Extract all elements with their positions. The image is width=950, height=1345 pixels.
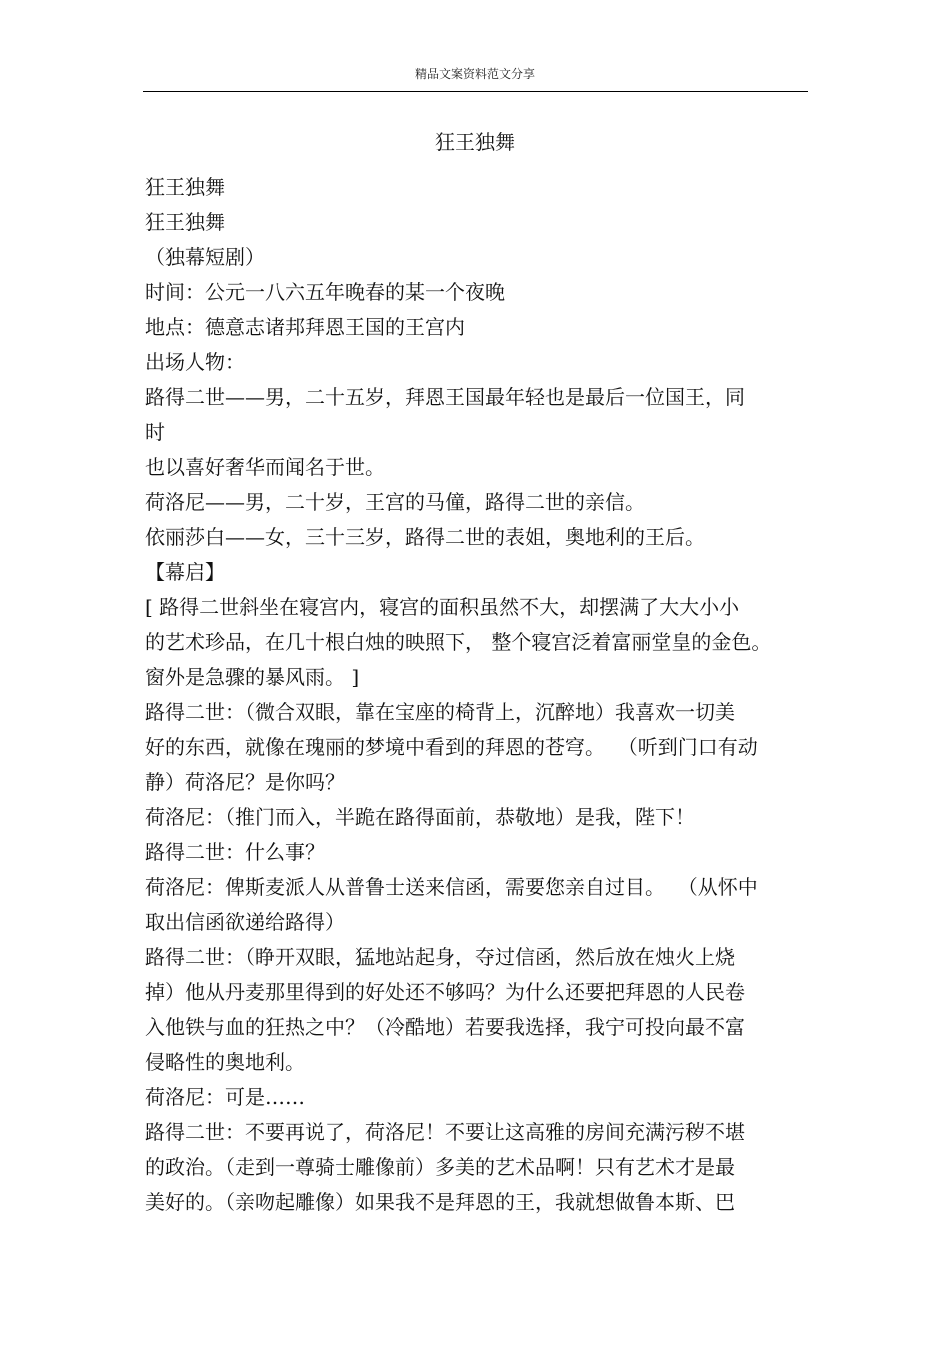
page-header (0, 66, 950, 82)
text-line: 静）荷洛尼？是你吗？ (145, 770, 345, 794)
text-line: 美好的。（亲吻起雕像）如果我不是拜恩的王，我就想做鲁本斯、巴 (145, 1190, 735, 1214)
text-line: 狂王独舞 (145, 175, 225, 199)
text-line: 时 (145, 420, 165, 444)
text-line: 荷洛尼：俾斯麦派人从普鲁士送来信函，需要您亲自过目。 （从怀中 (145, 875, 758, 899)
text-line: 路得二世：不要再说了，荷洛尼！不要让这高雅的房间充满污秽不堪 (145, 1120, 745, 1144)
text-line: 窗外是急骤的暴风雨。 ] (145, 665, 360, 689)
text-line: 出场人物： (145, 350, 245, 374)
text-line: 荷洛尼：可是…… (145, 1085, 305, 1109)
document-title: 狂王独舞 (435, 130, 515, 154)
text-line: 荷洛尼：（推门而入，半跪在路得面前，恭敬地）是我，陛下！ (145, 805, 695, 829)
header-divider (143, 91, 808, 92)
text-line: 路得二世：什么事？ (145, 840, 325, 864)
text-line: 荷洛尼——男，二十岁，王宫的马僮，路得二世的亲信。 (145, 490, 645, 514)
text-line: 取出信函欲递给路得） (145, 910, 345, 934)
text-line: 路得二世：（睁开双眼，猛地站起身，夺过信函，然后放在烛火上烧 (145, 945, 735, 969)
text-line: 狂王独舞 (145, 210, 225, 234)
text-line: 依丽莎白——女，三十三岁，路得二世的表姐，奥地利的王后。 (145, 525, 705, 549)
text-line: （独幕短剧） (145, 245, 265, 269)
text-line: 掉）他从丹麦那里得到的好处还不够吗？为什么还要把拜恩的人民卷 (145, 980, 745, 1004)
text-line: 入他铁与血的狂热之中？（冷酷地）若要我选择，我宁可投向最不富 (145, 1015, 745, 1039)
text-line: 的艺术珍品，在几十根白烛的映照下， 整个寝宫泛着富丽堂皇的金色。 (145, 630, 772, 654)
text-line: 路得二世：（微合双眼，靠在宝座的椅背上，沉醉地）我喜欢一切美 (145, 700, 735, 724)
text-line: 路得二世——男，二十五岁，拜恩王国最年轻也是最后一位国王，同 (145, 385, 745, 409)
text-line: 也以喜好奢华而闻名于世。 (145, 455, 385, 479)
header-text: 精品文案资料范文分享 (414, 67, 535, 81)
text-line: 好的东西，就像在瑰丽的梦境中看到的拜恩的苍穹。 （听到门口有动 (145, 735, 758, 759)
document-body (145, 170, 810, 1220)
text-line: 时间：公元一八六五年晚春的某一个夜晚 (145, 280, 505, 304)
text-line: 【幕启】 (145, 560, 225, 584)
text-line: 的政治。（走到一尊骑士雕像前）多美的艺术品啊！只有艺术才是最 (145, 1155, 735, 1179)
text-line: 地点：德意志诸邦拜恩王国的王宫内 (145, 315, 465, 339)
text-line: [ 路得二世斜坐在寝宫内，寝宫的面积虽然不大，却摆满了大大小小 (145, 595, 740, 619)
text-line: 侵略性的奥地利。 (145, 1050, 305, 1074)
